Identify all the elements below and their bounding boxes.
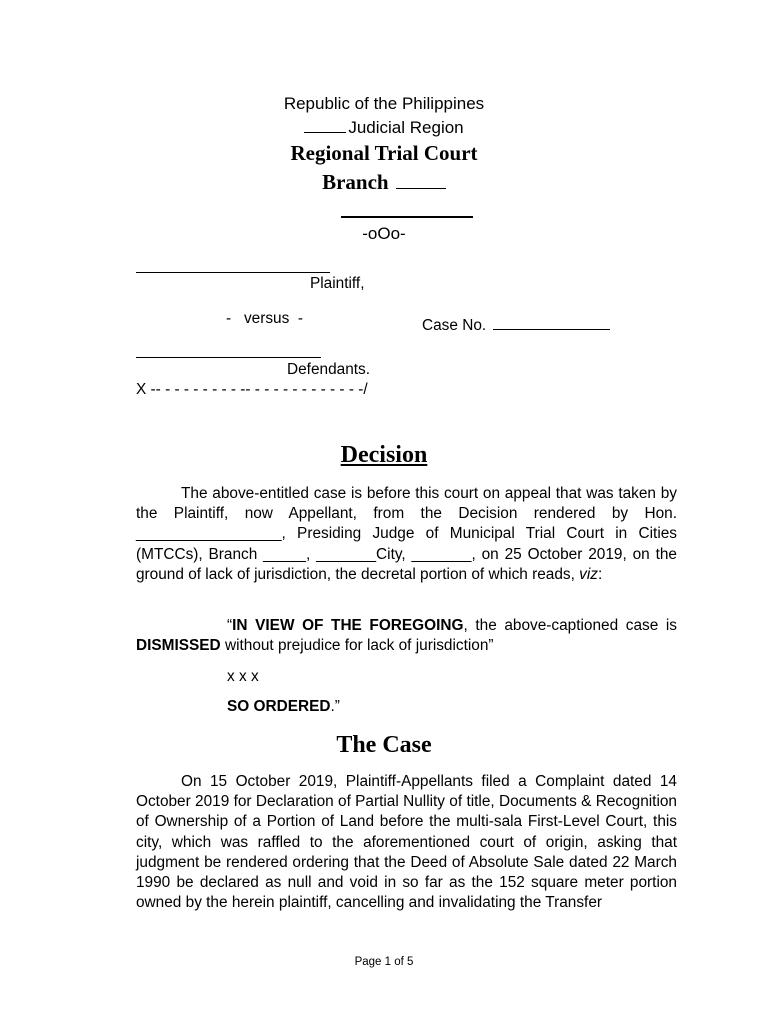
defendant-name-blank [136, 357, 321, 358]
city-blank-line [341, 216, 473, 218]
branch-blank [396, 188, 446, 189]
decision-p1-viz: viz [579, 565, 598, 583]
so-ordered-line [227, 698, 340, 716]
plaintiff-name-blank [136, 272, 330, 273]
quote-open: “ [227, 617, 233, 634]
quote-foregoing: IN VIEW OF THE FOREGOING [232, 617, 464, 634]
quote-end: without prejudice for lack of jurisdiction” [220, 637, 494, 655]
the-case-heading: The Case [336, 732, 432, 758]
decision-p1-colon: : [597, 565, 603, 583]
page-number: Page 1 of 5 [354, 956, 414, 968]
the-case-paragraph: On 15 October 2019, Plaintiff-Appellants filed a Complaint dated 14 October 2019 for Declaration of Partial Nullity of title, Documents & Recognition of Ownership of a Portion of Land before the multi-sala First-Level Court, this city, which was raffled to the aforementioned court of origin, asking that judgment be rendered ordering that the Deed of Absolute Sale dated 22 March 1990 be declared as null and void in so far as the 152 square meter portion owned by the herein plaintiff, cancelling and invalidating the Transfer [136, 773, 677, 912]
quote-dismissed: DISMISSED [136, 637, 221, 655]
region-blank [304, 132, 346, 133]
so-ordered-text: SO ORDERED [227, 698, 331, 715]
oOo-separator: -oOo- [362, 224, 406, 243]
plaintiff-label: Plaintiff, [310, 275, 365, 292]
decision-p1-text: The above-entitled case is before this court on appeal that was taken by the Plaintiff, now Appellant, from the Decision rendered by Hon. _________________, Presiding Judge of Municipal Trial Court in Cities (MTCCs), Branch _____, _______City, _______, on 25 October 2019, on the ground of lack of jurisdiction, the decretal portion of which reads, [136, 485, 677, 583]
decision-heading-text: Decision [340, 442, 428, 468]
xxx-line: x x x [227, 668, 259, 685]
quote-middle: , the above-captioned case is [463, 617, 677, 634]
versus-label: - versus - [226, 310, 303, 327]
so-ordered-end: .” [330, 698, 340, 715]
case-no-label: Case No. [422, 317, 487, 334]
judicial-region-line [0, 118, 768, 138]
case-no-line [422, 317, 610, 335]
defendants-label: Defendants. [287, 361, 370, 378]
republic-line: Republic of the Philippines [283, 94, 485, 113]
court-title: Regional Trial Court [290, 141, 478, 165]
branch-line [0, 170, 768, 195]
dispositive-quote [136, 616, 677, 656]
decision-heading [0, 442, 768, 469]
decision-paragraph [136, 484, 677, 585]
caption-closing-line: X -- - - - - - - - - -- - - - - - - - - - - - -/ [136, 381, 368, 398]
judicial-region-label: Judicial Region [348, 118, 464, 137]
branch-label: Branch [322, 170, 389, 194]
case-no-blank [493, 329, 610, 330]
